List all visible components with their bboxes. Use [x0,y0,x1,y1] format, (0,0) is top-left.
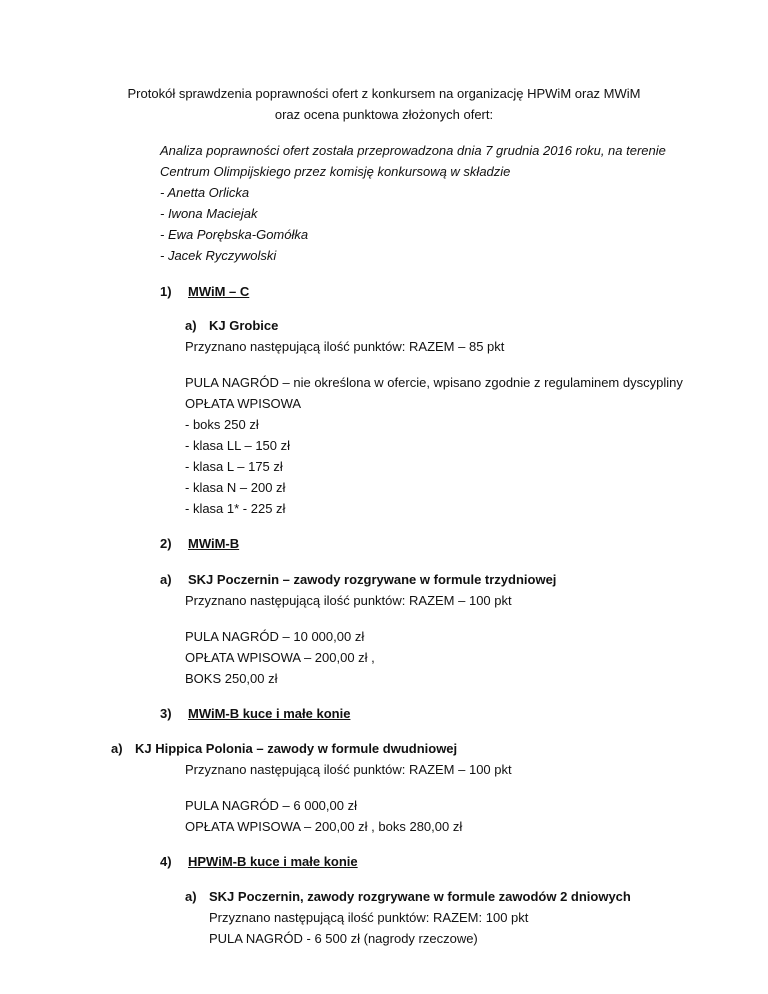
section-title: HPWiM-B kuce i małe konie [188,854,358,869]
item-heading [111,740,457,757]
intro-line-1: Analiza poprawności ofert została przeprowadzona dnia 7 grudnia 2016 roku, na terenie [160,143,666,158]
detail-line: BOKS 250,00 zł [185,671,278,686]
item-title: KJ Grobice [209,318,279,333]
section-title: MWiM – C [188,284,250,299]
section-heading [160,535,239,552]
document-title-line-2: oraz ocena punktowa złożonych ofert: [274,107,494,122]
section-heading [160,705,350,722]
detail-line: PULA NAGRÓD – 10 000,00 zł [185,629,365,644]
detail-line: PULA NAGRÓD - 6 500 zł (nagrody rzeczowe) [209,931,478,946]
item-letter: a) [185,889,197,904]
committee-member: - Anetta Orlicka [160,185,250,200]
points-line: Przyznano następującą ilość punktów: RAZEM – 100 pkt [185,762,512,777]
item-title: SKJ Poczernin – zawody rozgrywane w formule trzydniowej [188,572,557,587]
detail-line: - klasa L – 175 zł [185,459,283,474]
detail-line: OPŁATA WPISOWA – 200,00 zł , boks 280,00 zł [185,819,463,834]
item-heading [160,571,556,588]
section-heading [160,853,358,870]
intro-line-2: Centrum Olimpijskiego przez komisję konkursową w składzie [160,164,511,179]
item-heading [185,317,278,334]
committee-member: - Ewa Porębska-Gomółka [160,227,309,242]
item-letter: a) [111,741,123,756]
detail-line: - klasa 1* - 225 zł [185,501,286,516]
detail-line: - boks 250 zł [185,417,259,432]
detail-line: OPŁATA WPISOWA [185,396,302,411]
points-line: Przyznano następującą ilość punktów: RAZEM: 100 pkt [209,910,529,925]
section-number: 4) [160,854,172,869]
item-letter: a) [160,572,172,587]
section-number: 2) [160,536,172,551]
detail-line: PULA NAGRÓD – 6 000,00 zł [185,798,357,813]
section-number: 3) [160,706,172,721]
item-title: KJ Hippica Polonia – zawody w formule dwudniowej [135,741,458,756]
committee-member: - Jacek Ryczywolski [160,248,277,263]
item-letter: a) [185,318,197,333]
detail-line: OPŁATA WPISOWA – 200,00 zł , [185,650,375,665]
points-line: Przyznano następującą ilość punktów: RAZEM – 100 pkt [185,593,512,608]
item-heading [185,888,631,905]
section-title: MWiM-B kuce i małe konie [188,706,351,721]
detail-line: - klasa LL – 150 zł [185,438,291,453]
points-line: Przyznano następującą ilość punktów: RAZEM – 85 pkt [185,339,505,354]
detail-line: PULA NAGRÓD – nie określona w ofercie, wpisano zgodnie z regulaminem dyscypliny [185,375,683,390]
section-title: MWiM-B [188,536,240,551]
committee-member: - Iwona Maciejak [160,206,258,221]
document-title-line-1: Protokół sprawdzenia poprawności ofert z konkursem na organizację HPWiM oraz MWiM [127,86,641,101]
section-number: 1) [160,284,172,299]
detail-line: - klasa N – 200 zł [185,480,286,495]
item-title: SKJ Poczernin, zawody rozgrywane w formule zawodów 2 dniowych [209,889,631,904]
section-heading [160,283,249,300]
